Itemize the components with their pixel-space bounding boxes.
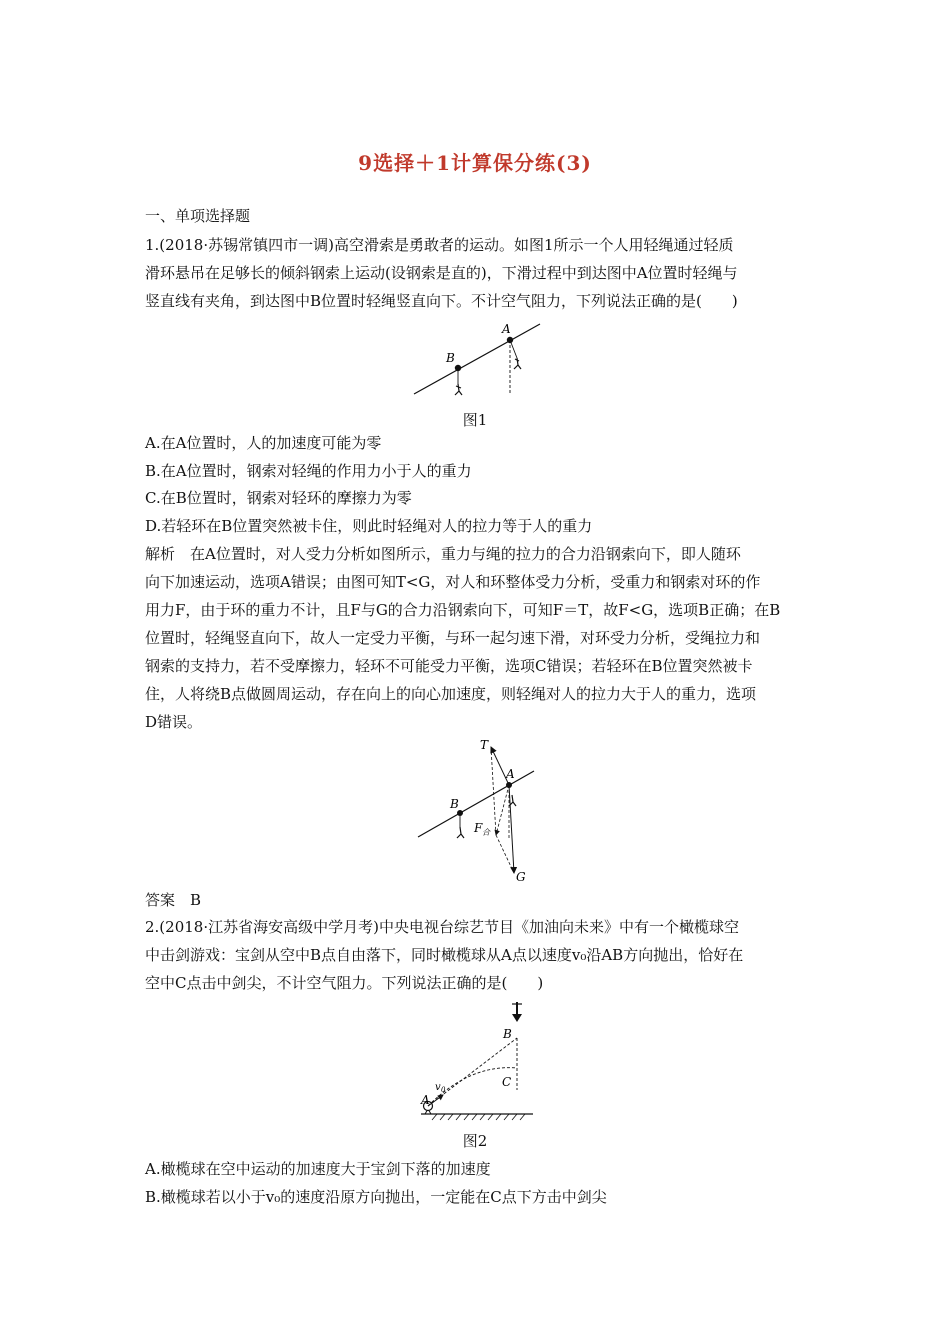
q1-option-b: B.在A位置时，钢索对轻绳的作用力小于人的重力 (145, 462, 472, 480)
analysis-label-a: A (506, 767, 515, 781)
figure-1-caption: 图1 (462, 411, 488, 429)
analysis-label-f-subscript: 合 (482, 828, 490, 837)
q1-option-c: C.在B位置时，钢索对轻环的摩擦力为零 (145, 489, 412, 507)
q1-analysis-line-5: 钢索的支持力，若不受摩擦力，轻环不可能受力平衡，选项C错误；若轻环在B位置突然被卡 (145, 657, 753, 675)
analysis-force-diagram (410, 735, 540, 885)
fig2-label-b: B (503, 1027, 512, 1041)
section-heading: 一、单项选择题 (145, 207, 251, 225)
figure-1-zipline (400, 318, 560, 408)
q1-analysis-line-7: D错误。 (145, 713, 203, 731)
q1-line-1: 1.(2018·苏锡常镇四市一调)高空滑索是勇敢者的运动。如图1所示一个人用轻绳通过轻质 (145, 236, 734, 254)
q1-analysis-line-6: 住，人将绕B点做圆周运动，存在向上的向心加速度，则轻绳对人的拉力大于人的重力，选项 (145, 685, 757, 703)
fig2-label-v-subscript: 0 (441, 1086, 446, 1094)
figure-2-caption: 图2 (462, 1132, 488, 1150)
fig2-label-c: C (502, 1075, 512, 1089)
q1-answer: 答案 B (145, 891, 202, 909)
q1-analysis-line-1: 解析 在A位置时，对人受力分析如图所示，重力与绳的拉力的合力沿钢索向下，即人随环 (145, 545, 741, 563)
fig2-label-v: v (435, 1082, 441, 1093)
fig1-label-a: A (502, 322, 511, 336)
q2-option-a: A.橄榄球在空中运动的加速度大于宝剑下落的加速度 (145, 1160, 491, 1178)
analysis-label-b: B (450, 797, 459, 811)
q1-analysis-line-2: 向下加速运动，选项A错误；由图可知T<G，对人和环整体受力分析，受重力和钢索对环的作 (145, 573, 761, 591)
q1-analysis-line-3: 用力F，由于环的重力不计，且F与G的合力沿钢索向下，可知F＝T，故F<G，选项B正确；在B (145, 601, 781, 619)
fig2-label-a: A (421, 1093, 430, 1107)
q1-analysis-line-4: 位置时，轻绳竖直向下，故人一定受力平衡，与环一起匀速下滑，对环受力分析，受绳拉力和 (145, 629, 761, 647)
q1-option-a: A.在A位置时，人的加速度可能为零 (145, 434, 382, 452)
q2-line-1: 2.(2018·江苏省海安高级中学月考)中央电视台综艺节目《加油向未来》中有一个橄榄球空 (145, 918, 739, 936)
fig1-label-b: B (446, 351, 455, 365)
q1-option-d: D.若轻环在B位置突然被卡住，则此时轻绳对人的拉力等于人的重力 (145, 517, 593, 535)
analysis-label-f: F (474, 821, 483, 835)
q2-line-2: 中击剑游戏：宝剑从空中B点自由落下，同时橄榄球从A点以速度v₀沿AB方向抛出，恰好在 (145, 946, 744, 964)
page-title: 9选择＋1计算保分练(3) (358, 151, 592, 175)
analysis-label-t: T (480, 738, 489, 752)
q1-line-2: 滑环悬吊在足够长的倾斜钢索上运动(设钢索是直的)，下滑过程中到达图中A位置时轻绳与 (145, 264, 738, 282)
q1-line-3: 竖直线有夹角，到达图中B位置时轻绳竖直向下。不计空气阻力，下列说法正确的是( ) (145, 292, 738, 310)
figure-2-projectile (415, 998, 540, 1123)
q2-option-b: B.橄榄球若以小于v₀的速度沿原方向抛出，一定能在C点下方击中剑尖 (145, 1188, 607, 1206)
q2-line-3: 空中C点击中剑尖，不计空气阻力。下列说法正确的是( ) (145, 974, 544, 992)
analysis-label-g: G (516, 870, 526, 884)
